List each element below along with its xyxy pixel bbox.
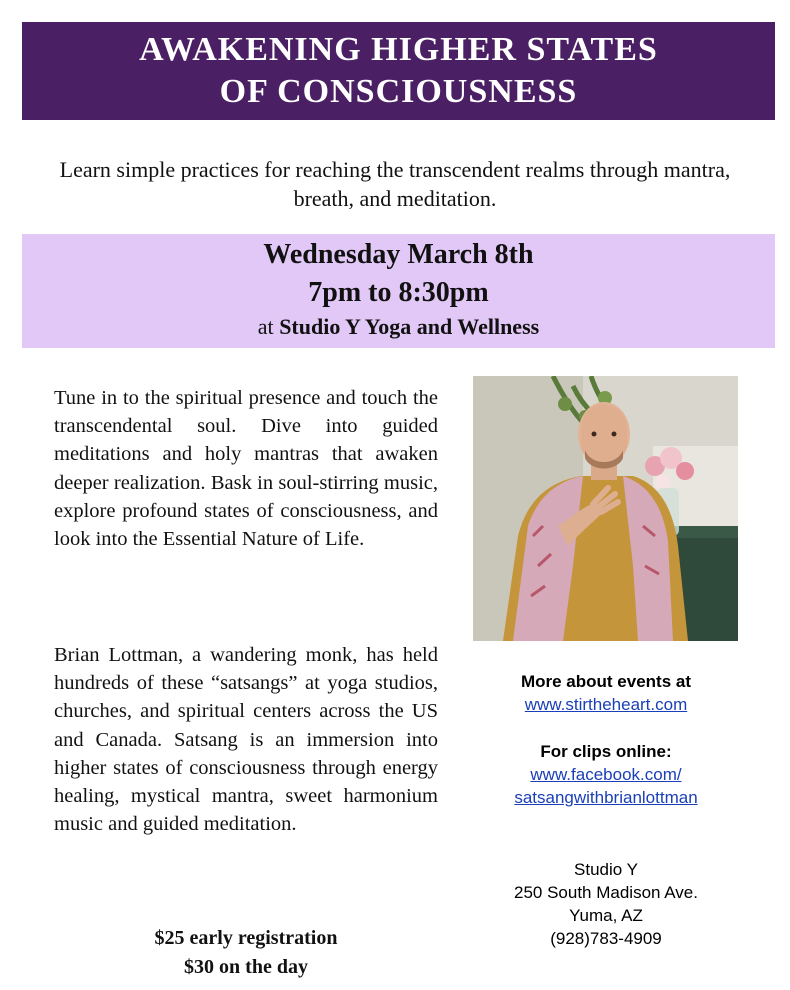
clips-info bbox=[466, 740, 746, 809]
description-paragraph-1: Tune in to the spiritual presence and touch the transcendental soul. Dive into guided meditations and holy mantras that awaken deeper realization. Bask in soul-stirring music, explore profound states of consciousness, and look into the Essential Nature of Life. bbox=[54, 387, 438, 551]
facebook-link-line-2[interactable]: satsangwithbrianlottman bbox=[514, 788, 698, 807]
event-venue-line bbox=[22, 312, 775, 342]
pricing bbox=[54, 924, 438, 982]
events-info bbox=[466, 670, 746, 716]
title-line-1: AWAKENING HIGHER STATES bbox=[139, 31, 658, 68]
facebook-link-line-1[interactable]: www.facebook.com/ bbox=[530, 765, 682, 784]
description-paragraph-2: Brian Lottman, a wandering monk, has held hundreds of these “satsangs” at yoga studios, churches, and spiritual centers across the US and Canada. Satsang is an immersion into higher states of consciousness through energy healing, mystical mantra, sweet harmonium music and guided meditation. bbox=[54, 644, 438, 836]
address-street: 250 South Madison Ave. bbox=[514, 883, 698, 902]
title-line-2: OF CONSCIOUSNESS bbox=[219, 73, 578, 110]
day-price: $30 on the day bbox=[184, 956, 308, 978]
address-name: Studio Y bbox=[574, 860, 638, 879]
clips-heading: For clips online: bbox=[540, 742, 672, 761]
venue-address bbox=[466, 858, 746, 950]
venue-name: Studio Y Yoga and Wellness bbox=[279, 314, 540, 339]
schedule-band bbox=[22, 234, 775, 348]
events-website-link[interactable]: www.stirtheheart.com bbox=[524, 695, 688, 714]
presenter-photo bbox=[473, 376, 738, 641]
intro-text: Learn simple practices for reaching the transcendent realms through mantra, breath, and meditation. bbox=[59, 157, 731, 211]
address-city: Yuma, AZ bbox=[569, 906, 643, 925]
events-heading: More about events at bbox=[520, 672, 692, 691]
early-price: $25 early registration bbox=[154, 927, 338, 949]
title-banner bbox=[22, 22, 775, 120]
address-phone: (928)783-4909 bbox=[550, 929, 662, 948]
venue-prefix: at bbox=[257, 314, 274, 339]
event-time: 7pm to 8:30pm bbox=[308, 277, 489, 308]
event-date: Wednesday March 8th bbox=[263, 239, 534, 270]
